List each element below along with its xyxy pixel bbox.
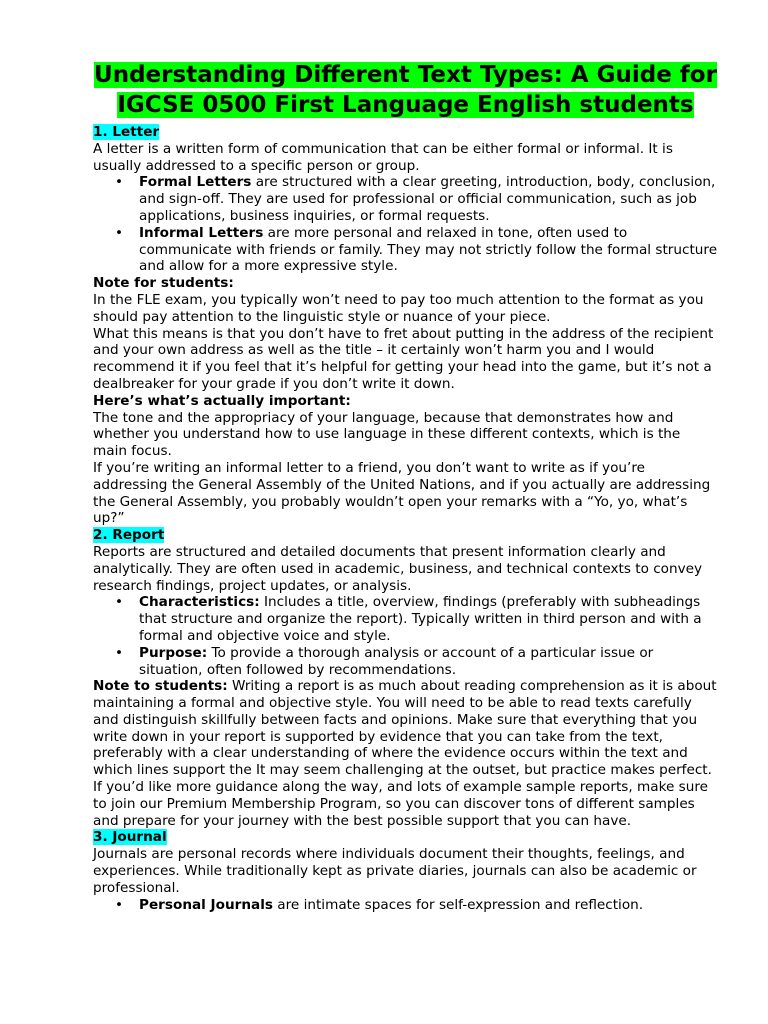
bullet-text: are intimate spaces for self-expression and reflection.: [272, 896, 644, 913]
bullet-text: are more personal and relaxed in tone, often used to communicate with friends or family. They may not strictly follow the formal structure and allow for a more expressive style.: [139, 224, 718, 275]
letter-important-label: Here’s what’s actually important:: [93, 392, 351, 409]
section-heading-letter: [93, 124, 718, 141]
letter-important-paragraph-2: If you’re writing an informal letter to a friend, you don’t want to write as if you’re addressing the General Assembly of the United Nations, and if you actually are addressing the General Assembly, you probably wouldn’t open your remarks with a “Yo, yo, what’s up?”: [93, 459, 711, 527]
section-heading-report-text: 2. Report: [93, 527, 165, 544]
journal-intro: Journals are personal records where individuals document their thoughts, feelings, and experiences. While traditionally kept as private diaries, journals can also be academic or professional.: [93, 846, 697, 896]
bullet-term: Informal Letters: [139, 224, 264, 241]
section-heading-report: [93, 527, 718, 544]
letter-note-label: Note for students:: [93, 275, 234, 292]
list-item: [139, 645, 718, 679]
document-title-text: Understanding Different Text Types: A Guide for IGCSE 0500 First Language English students: [94, 62, 717, 118]
report-note-paragraph: [93, 678, 718, 829]
section-heading-journal-text: 3. Journal: [93, 829, 167, 846]
list-item: [139, 174, 718, 224]
bullet-term: Personal Journals: [139, 896, 273, 913]
report-bullet-list: [93, 594, 718, 678]
report-note-text: Writing a report is as much about reading comprehension as it is about maintaining a formal and objective style. You will need to be able to read texts carefully and distinguish skillfully between facts and opinions. Make sure that everything that you write down in your report is supported by evidence that you can take from the text, preferably with a clear understanding of where the evidence occurs within the text and which lines support the It may seem challenging at the outset, but practice makes perfect. If you’d like more guidance along the way, and lots of example sample reports, make sure to join our Premium Membership Program, so you can discover tons of different samples and prepare for your journey with the best possible support that you can have.: [93, 678, 717, 829]
bullet-text: To provide a thorough analysis or account of a particular issue or situation, often followed by recommendations.: [139, 644, 654, 678]
section-heading-letter-text: 1. Letter: [93, 124, 160, 140]
document-body: [93, 124, 718, 913]
letter-note-paragraph-2: What this means is that you don’t have to fret about putting in the address of the recipient and your own address as well as the title – it certainly won’t harm you and I would recommend it if you feel that it’s helpful for getting your head into the game, but it’s not a dealbreaker for your grade if you don’t write it down.: [93, 325, 714, 392]
letter-bullet-list: [93, 174, 718, 275]
bullet-term: Formal Letters: [139, 174, 252, 191]
letter-important-paragraph-1: The tone and the appropriacy of your language, because that demonstrates how and whether you understand how to use language in these different contexts, which is the main focus.: [93, 409, 681, 460]
letter-intro: A letter is a written form of communication that can be either formal or informal. It is usually addressed to a specific person or group.: [93, 140, 673, 174]
report-intro: Reports are structured and detailed documents that present information clearly and analytically. They are often used in academic, business, and technical contexts to convey research findings, project updates, or analysis.: [93, 543, 703, 594]
bullet-text: are structured with a clear greeting, introduction, body, conclusion, and sign-off. They are used for professional or official communication, such as job applications, business inquiries, or formal requests.: [139, 174, 716, 224]
bullet-term: Characteristics:: [139, 594, 260, 611]
journal-bullet-list: [93, 897, 718, 914]
list-item: [139, 897, 718, 914]
letter-note-paragraph-1: In the FLE exam, you typically won’t need to pay too much attention to the format as you should pay attention to the linguistic style or nuance of your piece.: [93, 291, 704, 325]
section-heading-journal: [93, 829, 718, 846]
report-note-label: Note to students:: [93, 678, 228, 695]
list-item: [139, 594, 718, 644]
bullet-text: Includes a title, overview, findings (preferably with subheadings that structure and organize the report). Typically written in third person and with a formal and objective voice and style.: [139, 594, 702, 644]
list-item: [139, 225, 718, 275]
bullet-term: Purpose:: [139, 644, 208, 661]
document-title: [93, 60, 718, 120]
